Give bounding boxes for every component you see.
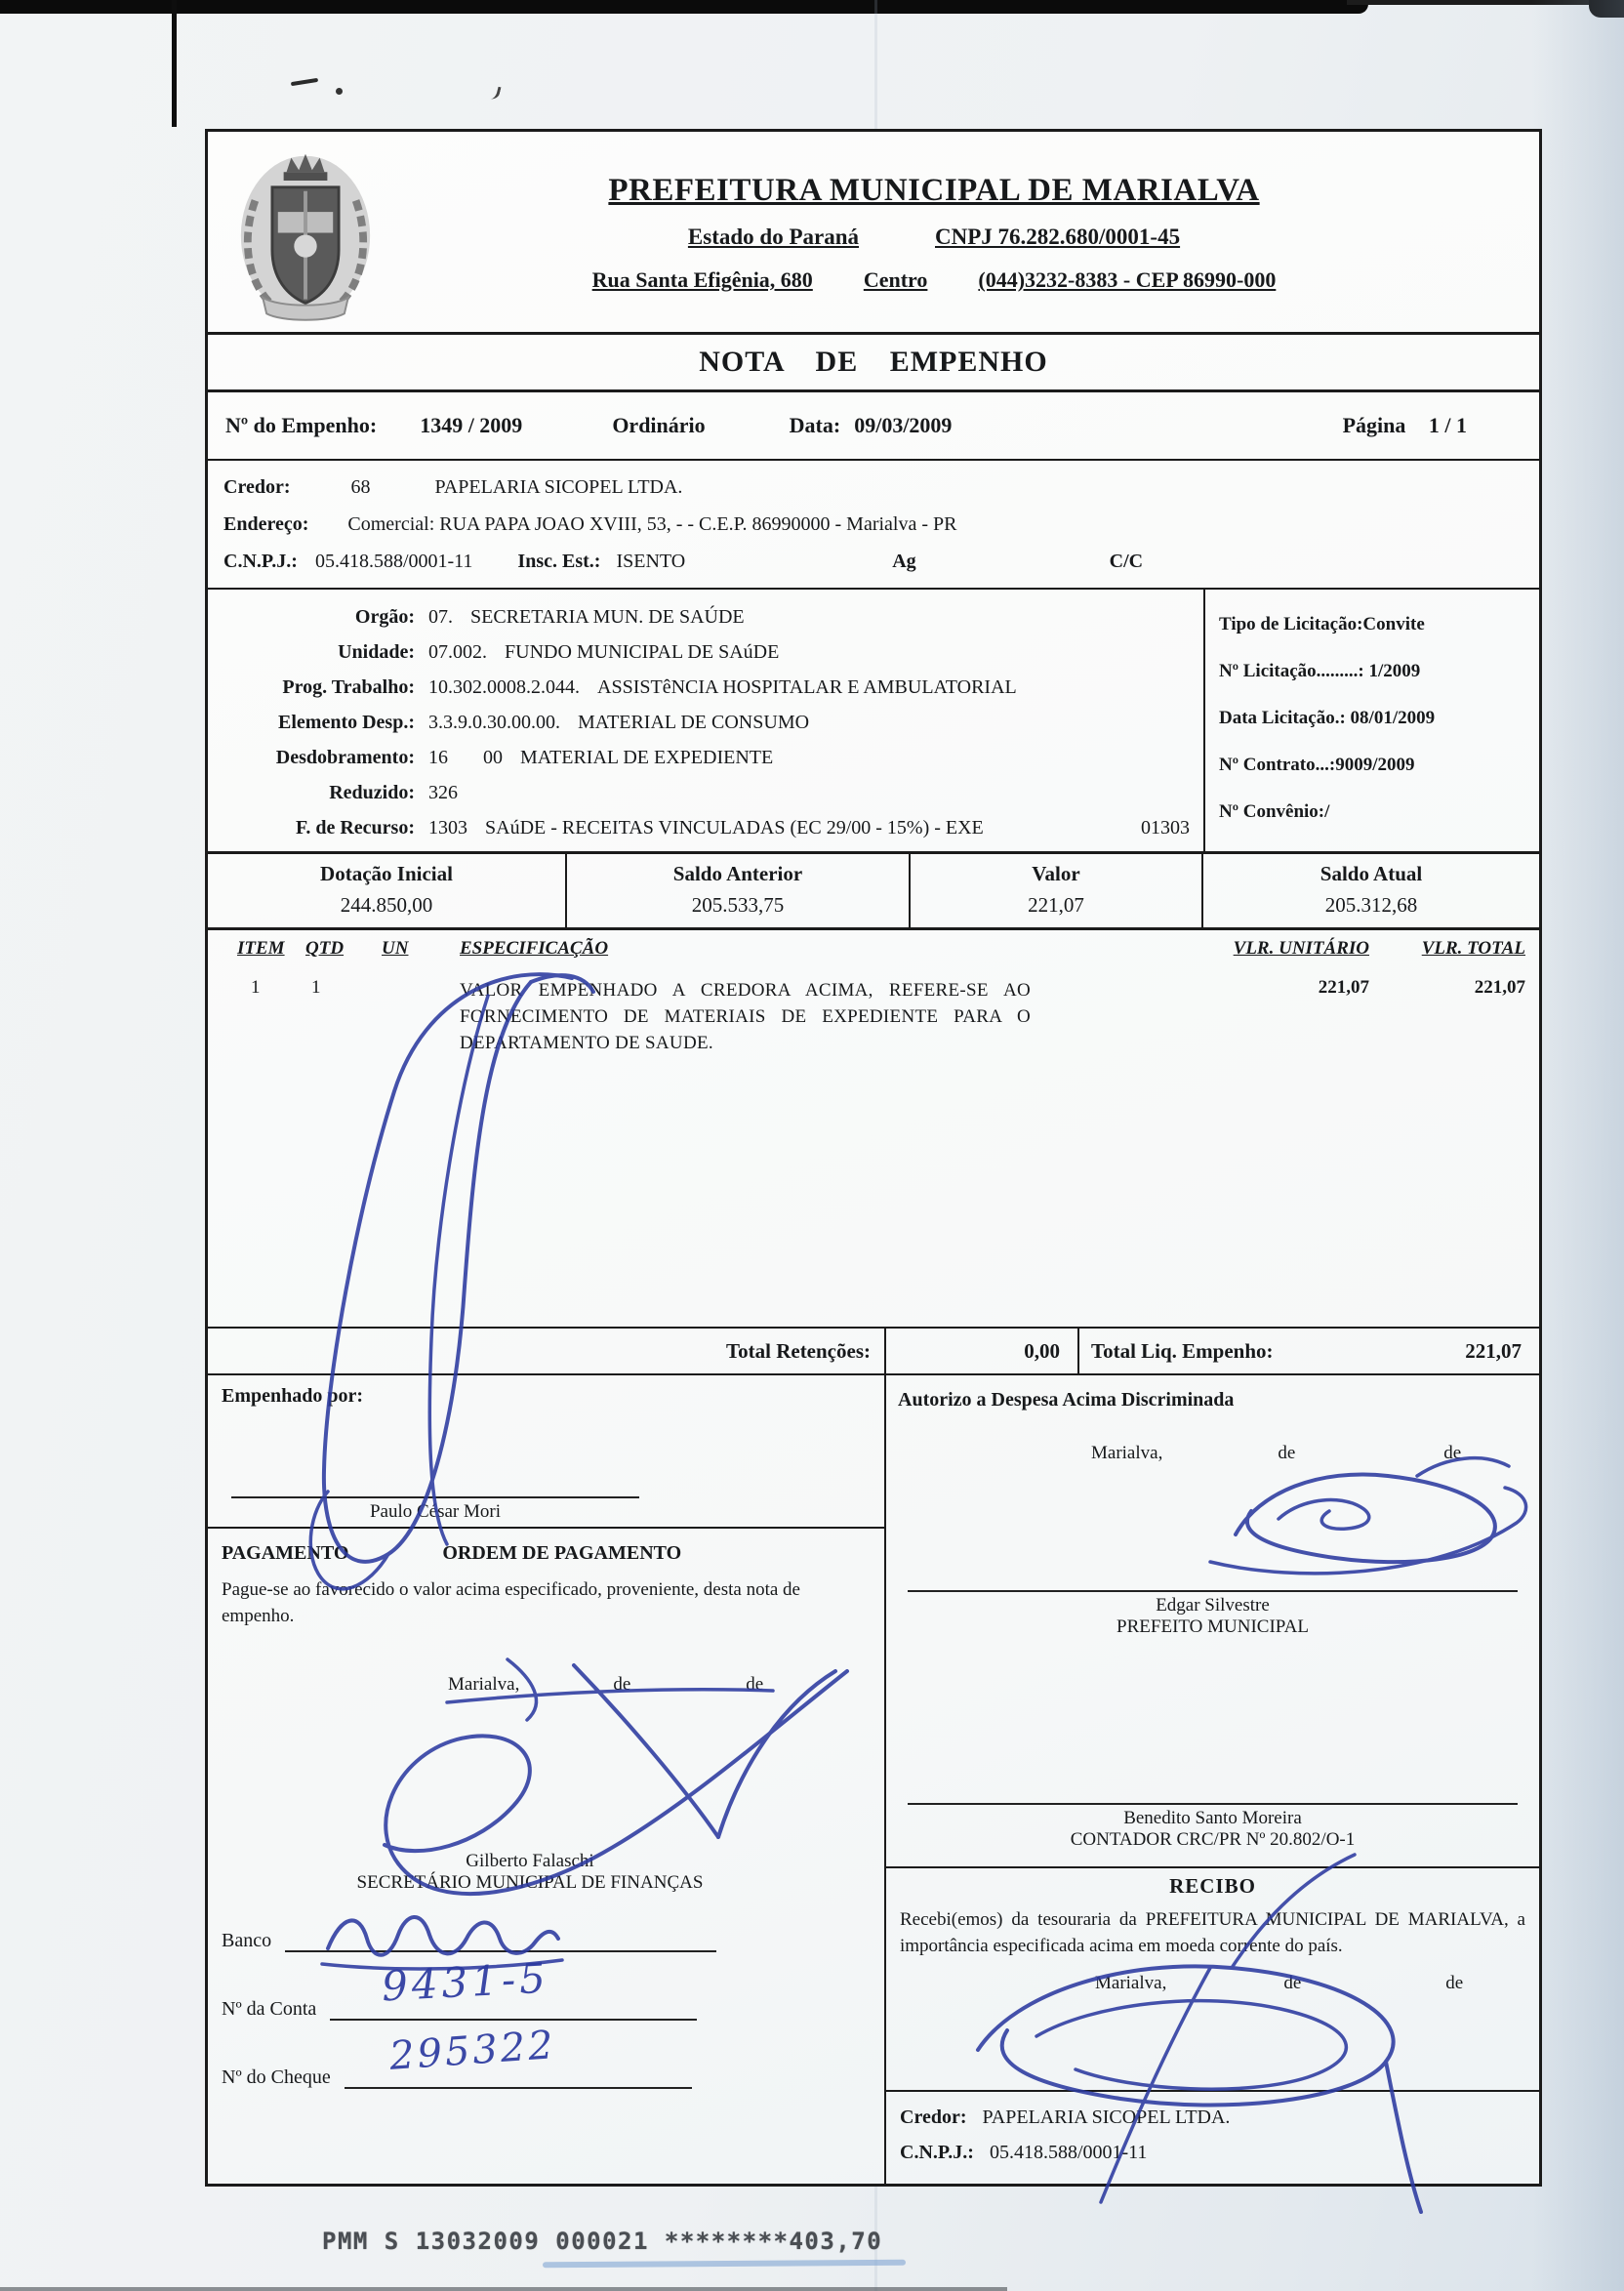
fonte-recurso-code-right: 01303 xyxy=(1141,817,1190,839)
classification-rows xyxy=(208,590,1203,851)
page-number: 1 / 1 xyxy=(1428,413,1467,437)
saldo-anterior-value: 205.533,75 xyxy=(691,893,785,917)
prog-trabalho-desc: ASSISTêNCIA HOSPITALAR E AMBULATORIAL xyxy=(597,676,1017,698)
liquido-cell xyxy=(1079,1329,1539,1373)
signatures-area xyxy=(208,1373,1539,2184)
signature-rule xyxy=(908,1803,1518,1805)
unidade-code: 07.002. xyxy=(428,641,487,663)
prog-trabalho-code: 10.302.0008.2.044. xyxy=(428,676,580,698)
col-vlr-total: VLR. TOTAL xyxy=(1421,938,1525,959)
banco-label: Banco xyxy=(222,1930,272,1951)
creditor-cnpj-line xyxy=(223,543,1523,580)
header-text-block xyxy=(378,173,1520,293)
organization-name: PREFEITURA MUNICIPAL DE MARIALVA xyxy=(608,173,1260,208)
dotacao-inicial-label: Dotação Inicial xyxy=(320,862,453,885)
authorization-de-2: de xyxy=(1443,1443,1462,1463)
receipt-de-1: de xyxy=(1283,1973,1302,1993)
authorization-de-1: de xyxy=(1278,1443,1296,1463)
empenho-date: 09/03/2009 xyxy=(854,413,953,437)
receipt-creditor-name: PAPELARIA SICOPEL LTDA. xyxy=(982,2107,1231,2128)
table-row xyxy=(237,977,1525,1056)
fonte-recurso-code: 1303 xyxy=(428,817,467,839)
authorization-title: Autorizo a Despesa Acima Discriminada xyxy=(898,1389,1235,1411)
retencoes-label: Total Retenções: xyxy=(726,1338,871,1363)
page-label: Página xyxy=(1342,413,1406,437)
classification-row-prog-trabalho xyxy=(208,670,1203,705)
signature-block-gilberto xyxy=(315,1851,745,1894)
payment-date-line xyxy=(222,1674,871,1696)
authorization-date-line xyxy=(898,1443,1527,1464)
desdobramento-subcode: 00 xyxy=(483,747,503,768)
licitacao-contrato: Nº Contrato...:9009/2009 xyxy=(1219,755,1415,775)
licitacao-numero: Nº Licitação.........: 1/2009 xyxy=(1219,661,1421,681)
creditor-cnpj-label: C.N.P.J.: xyxy=(223,551,298,572)
item-number: 1 xyxy=(251,977,261,998)
retencoes-value-cell xyxy=(886,1329,1079,1373)
empenho-number-label: Nº do Empenho: xyxy=(225,413,378,437)
reduzido-label: Reduzido: xyxy=(329,782,415,803)
saldo-anterior-label: Saldo Anterior xyxy=(672,862,803,885)
payment-headers xyxy=(222,1542,871,1565)
receipt-title: RECIBO xyxy=(1169,1874,1256,1898)
signature-block-benedito xyxy=(908,1803,1518,1851)
empenho-number: 1349 / 2009 xyxy=(420,413,523,437)
orgao-desc: SECRETARIA MUN. DE SAÚDE xyxy=(470,606,745,628)
creditor-address: Comercial: RUA PAPA JOAO XVIII, 53, - - C.E.P. 86990000 - Marialva - PR xyxy=(347,513,957,535)
valor-label: Valor xyxy=(1032,862,1080,885)
page-indicator xyxy=(1343,413,1467,438)
desdobramento-code: 16 xyxy=(428,747,448,768)
item-total-price: 221,07 xyxy=(1474,977,1525,998)
empenho-info-row xyxy=(208,392,1539,459)
receipt-cnpj-line xyxy=(900,2135,1525,2170)
licitacao-data: Data Licitação.: 08/01/2009 xyxy=(1219,708,1436,728)
scan-artifact-left-edge-line xyxy=(172,0,177,127)
signature-rule xyxy=(908,1590,1518,1592)
checking-account-label: C/C xyxy=(1109,551,1144,572)
state-registration: ISENTO xyxy=(616,551,686,572)
saldo-atual-label: Saldo Atual xyxy=(1320,862,1423,885)
fonte-recurso-desc: SAúDE - RECEITAS VINCULADAS (EC 29/00 - 15%) - EXE xyxy=(485,817,984,839)
valor-value: 221,07 xyxy=(1028,893,1084,917)
scan-artifact-bottom-edge xyxy=(0,2287,1007,2291)
authorization-box xyxy=(886,1375,1539,1866)
dot-matrix-print-line: PMM S 13032009 000021 ********403,70 xyxy=(322,2228,883,2255)
scan-artifact-blue-streak xyxy=(543,2260,906,2269)
classification-row-elemento xyxy=(208,705,1203,740)
scan-artifact-pen-dot xyxy=(336,88,343,95)
signer-name-benedito: Benedito Santo Moreira xyxy=(1123,1808,1302,1828)
elemento-desc: MATERIAL DE CONSUMO xyxy=(578,712,810,733)
classification-row-desdobramento xyxy=(208,740,1203,775)
creditor-code: 68 xyxy=(350,476,371,498)
authorization-city: Marialva, xyxy=(1091,1443,1163,1463)
org-district: Centro xyxy=(863,267,928,292)
empenhado-por-label: Empenhado por: xyxy=(222,1385,364,1407)
payment-de-2: de xyxy=(746,1674,764,1695)
empenho-type: Ordinário xyxy=(612,413,706,437)
liquido-value: 221,07 xyxy=(1465,1338,1522,1363)
orgao-code: 07. xyxy=(428,606,453,628)
reduzido-code: 326 xyxy=(428,782,458,803)
receipt-creditor-box xyxy=(886,2090,1539,2184)
creditor-name: PAPELARIA SICOPEL LTDA. xyxy=(434,476,683,498)
liquido-label: Total Liq. Empenho: xyxy=(1091,1338,1274,1363)
right-signature-column xyxy=(886,1375,1539,2184)
document-header xyxy=(208,132,1539,332)
licitacao-panel xyxy=(1203,590,1539,851)
nota-de-empenho-document xyxy=(205,129,1542,2187)
retencoes-value: 0,00 xyxy=(1024,1338,1060,1363)
signer-role-benedito: CONTADOR CRC/PR Nº 20.802/O-1 xyxy=(1070,1829,1356,1850)
receipt-date-line xyxy=(900,1973,1525,1994)
handwritten-cheque-number: 295322 xyxy=(387,2023,558,2079)
scan-artifact-top-band xyxy=(0,0,1368,14)
scan-artifact-pen-dash xyxy=(291,78,318,86)
empenhado-por-box xyxy=(208,1375,884,1529)
col-item: ITEM xyxy=(237,938,285,959)
creditor-address-label: Endereço: xyxy=(223,513,309,535)
scan-artifact-pen-comma xyxy=(488,85,501,101)
creditor-label: Credor: xyxy=(223,476,291,498)
org-phone-cep: (044)3232-8383 - CEP 86990-000 xyxy=(978,267,1277,292)
item-quantity: 1 xyxy=(311,977,321,998)
header-line-state-cnpj xyxy=(387,225,1481,250)
municipal-coat-of-arms xyxy=(233,145,378,321)
cheque-label: Nº do Cheque xyxy=(222,2066,331,2088)
receipt-cnpj: 05.418.588/0001-11 xyxy=(989,2142,1148,2163)
signer-role-gilberto: SECRETÁRIO MUNICIPAL DE FINANÇAS xyxy=(356,1872,704,1893)
receipt-text: Recebi(emos) da tesouraria da PREFEITURA MUNICIPAL DE MARIALVA, a importância especificada acima em moeda corrente do país. xyxy=(900,1909,1525,1956)
receipt-creditor-label: Credor: xyxy=(900,2107,967,2128)
elemento-label: Elemento Desp.: xyxy=(278,712,415,733)
state-name: Estado do Paraná xyxy=(687,225,859,249)
item-description: VALOR EMPENHADO A CREDORA ACIMA, REFERE-SE AO FORNECIMENTO DE MATERIAIS DE EXPEDIENTE PARA O DEPARTAMENTO DE SAUDE. xyxy=(460,980,1031,1053)
signature-block-paulo xyxy=(231,1496,639,1523)
desdobramento-desc: MATERIAL DE EXPEDIENTE xyxy=(520,747,774,768)
creditor-name-line xyxy=(223,469,1523,506)
prog-trabalho-label: Prog. Trabalho: xyxy=(282,676,415,698)
receipt-creditor-line xyxy=(900,2100,1525,2135)
items-header-row xyxy=(237,938,1525,960)
orgao-label: Orgão: xyxy=(354,606,415,628)
classification-row-unidade xyxy=(208,634,1203,670)
totals-row xyxy=(208,1327,1539,1373)
signer-name-edgar: Edgar Silvestre xyxy=(1156,1595,1270,1616)
col-qtd: QTD xyxy=(305,938,345,959)
conta-label: Nº da Conta xyxy=(222,1998,317,2020)
classification-row-reduzido xyxy=(208,775,1203,810)
unidade-desc: FUNDO MUNICIPAL DE SAúDE xyxy=(505,641,780,663)
receipt-city: Marialva, xyxy=(1095,1973,1167,1993)
retencoes-label-cell xyxy=(208,1329,886,1373)
empenho-date-label: Data: xyxy=(789,413,841,437)
payment-de-1: de xyxy=(613,1674,631,1695)
col-vlr-unitario: VLR. UNITÁRIO xyxy=(1233,938,1369,959)
elemento-code: 3.3.9.0.30.00.00. xyxy=(428,712,560,733)
header-line-address xyxy=(387,267,1481,293)
budget-values-row xyxy=(208,851,1539,927)
licitacao-tipo: Tipo de Licitação:Convite xyxy=(1219,614,1425,634)
signer-name-paulo: Paulo César Mori xyxy=(369,1501,502,1522)
pagamento-title: PAGAMENTO xyxy=(222,1542,349,1564)
dotacao-inicial-value: 244.850,00 xyxy=(340,893,433,917)
state-registration-label: Insc. Est.: xyxy=(517,551,601,572)
receipt-cnpj-label: C.N.P.J.: xyxy=(900,2142,974,2163)
fonte-recurso-label: F. de Recurso: xyxy=(295,817,415,839)
org-address: Rua Santa Efigênia, 680 xyxy=(591,267,813,292)
signer-name-gilberto: Gilberto Falaschi xyxy=(466,1851,594,1871)
creditor-section xyxy=(208,459,1539,588)
handwritten-account-number: 9431-5 xyxy=(380,1953,550,2011)
receipt-de-2: de xyxy=(1445,1973,1464,1993)
creditor-address-line xyxy=(223,506,1523,543)
agency-label: Ag xyxy=(892,551,916,572)
signature-rule xyxy=(231,1496,639,1498)
ordem-pagamento-title: ORDEM DE PAGAMENTO xyxy=(442,1542,682,1564)
scan-artifact-right-shade xyxy=(1531,0,1624,2291)
saldo-atual-cell xyxy=(1203,854,1539,927)
payment-instruction-text: Pague-se ao favorecido o valor acima especificado, proveniente, desta nota de empenho. xyxy=(222,1579,800,1626)
signature-block-edgar xyxy=(908,1590,1518,1638)
budget-classification-section xyxy=(208,588,1539,851)
dotacao-inicial-cell xyxy=(208,854,567,927)
payment-city: Marialva, xyxy=(448,1674,520,1695)
banco-write-line xyxy=(285,1927,716,1952)
classification-row-orgao xyxy=(208,599,1203,634)
items-section xyxy=(208,927,1539,1327)
receipt-box xyxy=(886,1866,1539,2184)
org-cnpj: CNPJ 76.282.680/0001-45 xyxy=(935,225,1181,249)
desdobramento-label: Desdobramento: xyxy=(275,747,415,768)
saldo-atual-value: 205.312,68 xyxy=(1324,893,1418,917)
signer-role-edgar: PREFEITO MUNICIPAL xyxy=(1116,1616,1309,1637)
left-signature-column xyxy=(208,1375,886,2184)
item-unit-price: 221,07 xyxy=(1318,977,1369,998)
classification-row-fonte-recurso xyxy=(208,810,1203,845)
col-especificacao: ESPECIFICAÇÃO xyxy=(460,938,609,959)
creditor-cnpj: 05.418.588/0001-11 xyxy=(314,551,473,572)
valor-cell xyxy=(911,854,1203,927)
saldo-anterior-cell xyxy=(567,854,911,927)
banco-row xyxy=(222,1927,716,1952)
unidade-label: Unidade: xyxy=(338,641,415,663)
licitacao-convenio: Nº Convênio:/ xyxy=(1219,801,1330,822)
document-title: NOTA DE EMPENHO xyxy=(208,332,1539,392)
col-un: UN xyxy=(382,938,409,959)
payment-box xyxy=(208,1529,884,2184)
